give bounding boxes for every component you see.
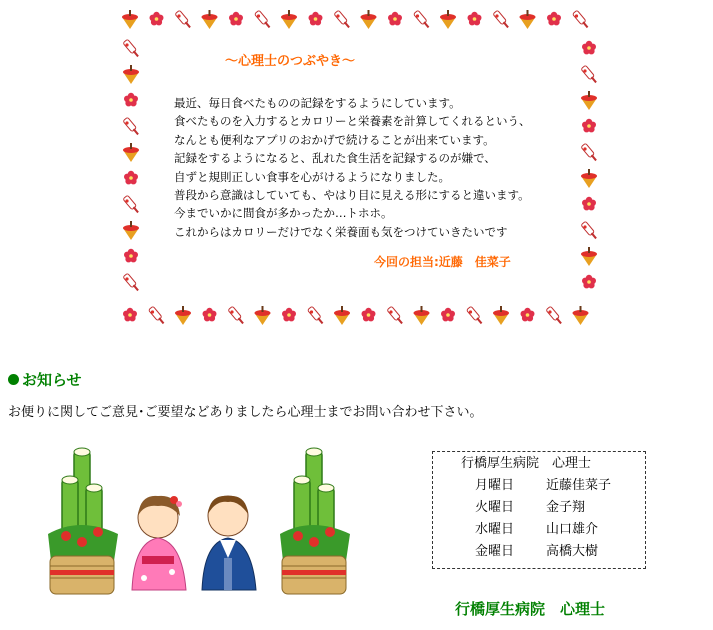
frame-border-bottom xyxy=(118,302,604,328)
plum-blossom-icon xyxy=(309,12,323,26)
memo-author: 今回の担当:近藤 佳菜子 xyxy=(374,255,511,269)
plum-blossom-icon xyxy=(123,308,137,322)
battledore-icon xyxy=(387,306,403,324)
spinning-top-icon xyxy=(175,306,191,325)
schedule-staff: 金子翔 xyxy=(546,500,586,515)
spinning-top-icon xyxy=(281,10,297,29)
plum-blossom-icon xyxy=(468,12,482,26)
battledore-icon xyxy=(572,10,588,28)
kadomatsu-left-icon xyxy=(48,448,118,594)
spinning-top-icon xyxy=(581,247,597,266)
schedule-staff: 山口雄介 xyxy=(546,522,599,537)
schedule-day: 月曜日 xyxy=(475,478,515,493)
bullet-icon xyxy=(8,374,19,385)
battledore-icon xyxy=(254,10,270,28)
battledore-icon xyxy=(334,10,350,28)
memo-line: なんとも便利なアプリのおかげで続けることが出来ています。 xyxy=(174,132,495,147)
plum-blossom-icon xyxy=(203,308,217,322)
plum-blossom-icon xyxy=(229,12,243,26)
spinning-top-icon xyxy=(122,10,138,29)
plum-blossom-icon xyxy=(150,12,164,26)
memo-line: 今までいかに間食が多かったか…トホホ。 xyxy=(174,206,393,221)
plum-blossom-icon xyxy=(582,275,596,289)
memo-body xyxy=(174,94,594,241)
spinning-top-icon xyxy=(123,65,139,84)
frame-border-left xyxy=(118,36,144,298)
schedule-staff: 近藤佳菜子 xyxy=(546,478,612,493)
schedule-row xyxy=(475,497,585,519)
battledore-icon xyxy=(307,306,323,324)
schedule-row xyxy=(475,541,598,563)
battledore-icon xyxy=(228,306,244,324)
spinning-top-icon xyxy=(202,10,218,29)
memo-line: 記録をするようになると、乱れた食生活を記録するのが嫌で、 xyxy=(174,151,496,166)
battledore-icon xyxy=(546,306,562,324)
schedule-row xyxy=(475,519,598,541)
notice-heading-text: お知らせ xyxy=(22,371,82,389)
frame-border-top xyxy=(118,6,604,32)
plum-blossom-icon xyxy=(362,308,376,322)
spinning-top-icon xyxy=(123,143,139,162)
battledore-icon xyxy=(466,306,482,324)
memo-line: これからはカロリーだけでなく栄養面も気をつけていきたいです xyxy=(174,224,508,239)
memo-line: 食べたものを入力するとカロリーと栄養素を計算してくれるという、 xyxy=(174,114,531,129)
new-year-illustration xyxy=(40,438,360,608)
footer-signature: 行橋厚生病院 心理士 xyxy=(455,600,606,618)
spinning-top-icon xyxy=(123,221,139,240)
contact-box xyxy=(432,451,646,569)
battledore-icon xyxy=(148,306,164,324)
boy-hakama-icon xyxy=(202,496,256,590)
memo-line: 自ずと規則正しい食事を心がけるようになりました。 xyxy=(174,169,450,184)
spinning-top-icon xyxy=(493,306,509,325)
battledore-icon xyxy=(123,117,139,135)
spinning-top-icon xyxy=(255,306,271,325)
spinning-top-icon xyxy=(414,306,430,325)
spinning-top-icon xyxy=(520,10,536,29)
schedule-row xyxy=(475,475,611,497)
kadomatsu-right-icon xyxy=(280,448,350,594)
spinning-top-icon xyxy=(334,306,350,325)
memo-title: ～心理士のつぶやき～ xyxy=(224,54,355,69)
battledore-icon xyxy=(175,10,191,28)
plum-blossom-icon xyxy=(441,308,455,322)
notice-text: お便りに関してご意見･ご要望などありましたら心理士までお問い合わせ下さい。 xyxy=(8,405,483,420)
contact-box-title: 行橋厚生病院 心理士 xyxy=(461,456,592,471)
plum-blossom-icon xyxy=(124,171,138,185)
spinning-top-icon xyxy=(440,10,456,29)
plum-blossom-icon xyxy=(388,12,402,26)
notice-heading xyxy=(8,369,82,390)
schedule-staff: 高橋大樹 xyxy=(546,544,599,559)
memo-line: 普段から意識はしていても、やはり目に見える形にすると違います。 xyxy=(174,188,530,203)
battledore-icon xyxy=(581,65,597,83)
plum-blossom-icon xyxy=(124,93,138,107)
girl-kimono-icon xyxy=(132,496,186,590)
plum-blossom-icon xyxy=(124,249,138,263)
battledore-icon xyxy=(493,10,509,28)
battledore-icon xyxy=(123,195,139,213)
memo-line: 最近、毎日食べたものの記録をするようにしています。 xyxy=(174,96,461,110)
battledore-icon xyxy=(123,39,139,57)
plum-blossom-icon xyxy=(282,308,296,322)
plum-blossom-icon xyxy=(582,41,596,55)
schedule-day: 水曜日 xyxy=(475,522,515,537)
battledore-icon xyxy=(123,273,139,291)
plum-blossom-icon xyxy=(521,308,535,322)
spinning-top-icon xyxy=(361,10,377,29)
spinning-top-icon xyxy=(573,306,589,325)
battledore-icon xyxy=(413,10,429,28)
schedule-day: 金曜日 xyxy=(475,544,515,559)
schedule-day: 火曜日 xyxy=(475,500,515,515)
plum-blossom-icon xyxy=(547,12,561,26)
